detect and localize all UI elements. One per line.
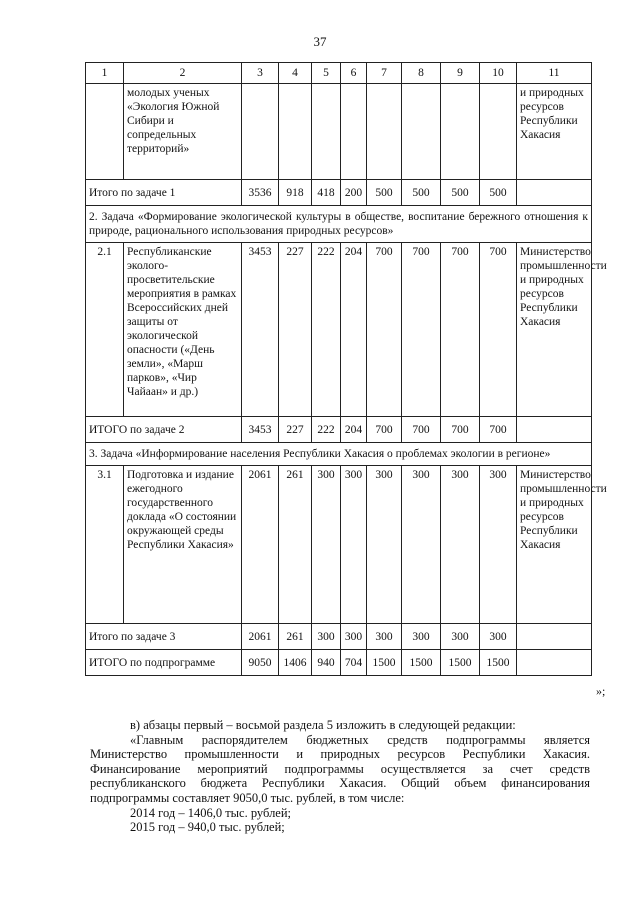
total-value: 300 (312, 624, 341, 650)
task-header-row (86, 443, 592, 466)
paragraph: «Главным распорядителем бюджетных средств подпрограммы является Министерство промышленности и природных ресурсов Республики Хакасия. Финансирование мероприятий подпрограммы осуществляется за счет средств республиканского бюджета Республики Хакасия. Общий объем финансирования подпрограммы составляет 9050,0 тыс. рублей, в том числе: (90, 732, 590, 805)
header-cell: 3 (242, 63, 279, 84)
total-value: 261 (279, 624, 312, 650)
total-value: 1500 (402, 650, 441, 676)
activity-value: 300 (312, 466, 341, 624)
total-value: 418 (312, 180, 341, 206)
total-value: 2061 (242, 624, 279, 650)
total-value: 300 (402, 624, 441, 650)
total-value: 300 (341, 624, 367, 650)
table-row (86, 243, 592, 417)
header-cell: 8 (402, 63, 441, 84)
total-label: ИТОГО по подпрограмме (86, 650, 242, 676)
paragraph: в) абзацы первый – восьмой раздела 5 изложить в следующей редакции: (130, 718, 516, 732)
total-value: 500 (367, 180, 402, 206)
total-value: 940 (312, 650, 341, 676)
table-row (86, 466, 592, 624)
total-value: 9050 (242, 650, 279, 676)
total-value: 3536 (242, 180, 279, 206)
total-value: 1406 (279, 650, 312, 676)
activity-value: 300 (480, 466, 517, 624)
activity-value: 300 (367, 466, 402, 624)
task-title: 2. Задача «Формирование экологической культуры в обществе, воспитание бережного отношения к природе, рационального использования природных ресурсов» (86, 206, 592, 243)
executor: Министерство промышленности и природных ресурсов Республики Хакасия (517, 243, 592, 417)
task-header-row (86, 206, 592, 243)
total-value: 500 (402, 180, 441, 206)
total-value: 204 (341, 417, 367, 443)
table-row (86, 84, 592, 180)
total-value: 918 (279, 180, 312, 206)
activity-value: 300 (402, 466, 441, 624)
header-cell: 9 (441, 63, 480, 84)
task-total-row (86, 417, 592, 443)
total-value: 704 (341, 650, 367, 676)
header-cell: 7 (367, 63, 402, 84)
total-value: 300 (367, 624, 402, 650)
activity-value: 700 (441, 243, 480, 417)
activity-value: 300 (441, 466, 480, 624)
total-value: 700 (402, 417, 441, 443)
header-cell: 2 (124, 63, 242, 84)
header-cell: 11 (517, 63, 592, 84)
activity-value: 222 (312, 243, 341, 417)
task-title: 3. Задача «Информирование населения Республики Хакасия о проблемах экологии в регионе» (86, 443, 592, 466)
total-label: Итого по задаче 1 (86, 180, 242, 206)
executor: и природных ресурсов Республики Хакасия (517, 84, 592, 180)
table-header-row (86, 63, 592, 84)
page-number: 37 (313, 34, 327, 49)
activity-name: Подготовка и издание ежегодного государственного доклада «О состоянии окружающей среды Республики Хакасия» (124, 466, 242, 624)
header-cell: 10 (480, 63, 517, 84)
activity-value: 204 (341, 243, 367, 417)
activity-number: 3.1 (86, 466, 124, 624)
total-value: 700 (480, 417, 517, 443)
task-total-row (86, 180, 592, 206)
paragraph: 2014 год – 1406,0 тыс. рублей; (130, 805, 292, 820)
total-value: 222 (312, 417, 341, 443)
activity-value: 700 (367, 243, 402, 417)
funding-table (85, 62, 607, 676)
activity-value: 261 (279, 466, 312, 624)
closing-quote-mark: »; (596, 684, 606, 698)
header-cell: 5 (312, 63, 341, 84)
total-value: 700 (367, 417, 402, 443)
total-value: 1500 (480, 650, 517, 676)
paragraph: 2015 год – 940,0 тыс. рублей; (130, 820, 285, 835)
activity-value: 3453 (242, 243, 279, 417)
executor: Министерство промышленности и природных ресурсов Республики Хакасия (517, 466, 592, 624)
total-value: 500 (480, 180, 517, 206)
activity-name: молодых ученых «Экология Южной Сибири и сопредельных территорий» (124, 84, 242, 180)
activity-value: 700 (402, 243, 441, 417)
activity-value: 300 (341, 466, 367, 624)
total-value: 200 (341, 180, 367, 206)
header-cell: 4 (279, 63, 312, 84)
task-total-row (86, 624, 592, 650)
total-label: ИТОГО по задаче 2 (86, 417, 242, 443)
header-cell: 6 (341, 63, 367, 84)
total-value: 3453 (242, 417, 279, 443)
total-value: 300 (480, 624, 517, 650)
body-text (90, 718, 590, 835)
total-value: 1500 (441, 650, 480, 676)
activity-value: 2061 (242, 466, 279, 624)
total-value: 227 (279, 417, 312, 443)
activity-name: Республиканские эколого-просветительские мероприятия в рамках Всероссийских дней защиты от экологической опасности («День земли», «Марш парков», «Чир Чайаан» и др.) (124, 243, 242, 417)
header-cell: 1 (86, 63, 124, 84)
total-value: 1500 (367, 650, 402, 676)
total-value: 300 (441, 624, 480, 650)
activity-value: 227 (279, 243, 312, 417)
total-value: 700 (441, 417, 480, 443)
total-value: 500 (441, 180, 480, 206)
activity-number: 2.1 (86, 243, 124, 417)
activity-value: 700 (480, 243, 517, 417)
total-label: Итого по задаче 3 (86, 624, 242, 650)
grand-total-row (86, 650, 592, 676)
